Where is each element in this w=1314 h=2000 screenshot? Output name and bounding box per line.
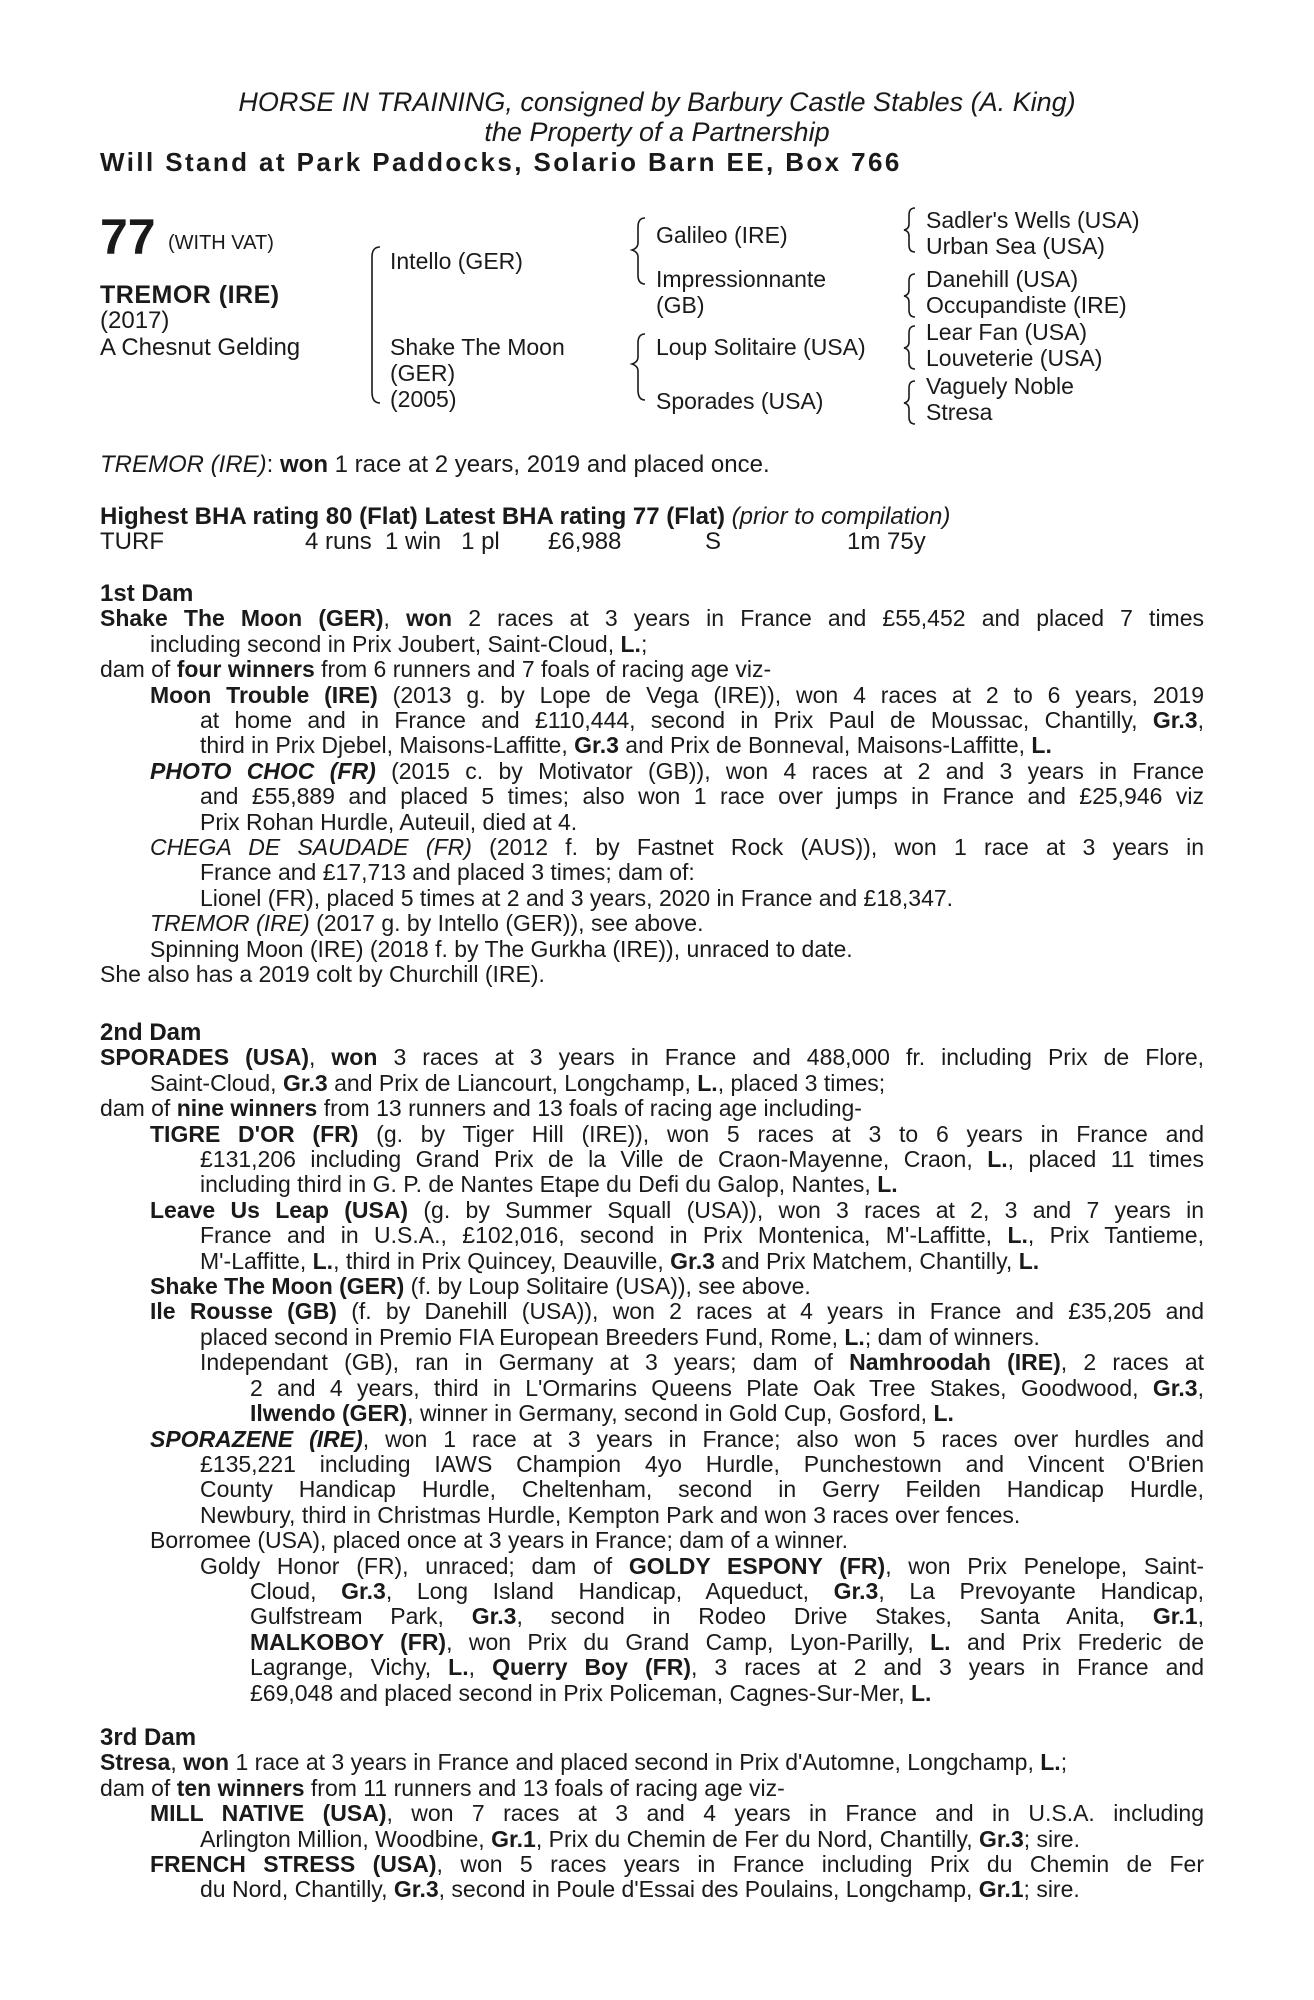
text-fragment: from 6 runners and 7 foals of racing age viz- [314, 656, 772, 683]
bold-text: Gr.3 [393, 1876, 439, 1903]
bold-text: L. [448, 1654, 469, 1681]
bold-text: Moon Trouble (IRE) [150, 681, 378, 708]
text-fragment: and Prix de Liancourt, Longchamp, [327, 1069, 698, 1096]
summary-text: 1 race at 2 years, 2019 and placed once. [328, 451, 770, 478]
bold-text: won [183, 1749, 230, 1776]
dam1-line [100, 962, 1204, 987]
text-fragment: County Handicap Hurdle, Cheltenham, second in Gerry Feilden Handicap Hurdle, [200, 1476, 1204, 1503]
text-fragment: (2017 g. by Intello (GER)), see above. [309, 910, 704, 937]
text-fragment: , won 1 race at 3 years in France; also won 5 races over hurdles and [362, 1425, 1204, 1452]
text-fragment: including third in G. P. de Nantes Etape du Defi du Galop, Nantes, [200, 1171, 878, 1198]
dam1-line [100, 911, 1204, 936]
bracket-g3-2 [904, 274, 915, 317]
bold-text: L. [1018, 1247, 1040, 1274]
dam2-line [100, 1452, 1204, 1477]
bold-text: nine winners [176, 1095, 318, 1122]
dam2-line [100, 1630, 1204, 1655]
text-fragment: Independant (GB), ran in Germany at 3 years; dam of [200, 1349, 850, 1376]
dam1-line [100, 733, 1204, 758]
ratings-text: Highest BHA rating 80 (Flat) Latest BHA rating 77 (Flat) [100, 503, 725, 530]
race-summary [100, 452, 770, 478]
text-fragment: (f. by Loup Solitaire (USA)), see above. [404, 1273, 811, 1300]
text-fragment: (2012 f. by Fastnet Rock (AUS)), won 1 race at 3 years in [471, 834, 1204, 861]
text-fragment: (2015 c. by Motivator (GB)), won 4 races at 2 and 3 years in France [375, 757, 1204, 784]
text-fragment: , second in Rodeo Drive Stakes, Santa Anita, [516, 1603, 1153, 1630]
dam2-line [100, 1554, 1204, 1579]
bold-text: won [406, 605, 453, 632]
bha-ratings [100, 503, 950, 531]
text-fragment: and Prix de Bonneval, Maisons-Laffitte, [618, 732, 1032, 759]
dam2-line [100, 1604, 1204, 1629]
text-fragment: and £55,889 and placed 5 times; also won 1 race over jumps in France and £25,946 viz [200, 783, 1204, 810]
catalogue-header-line1: HORSE IN TRAINING, consigned by Barbury Castle Stables (A. King) [238, 87, 1076, 117]
text-fragment: 2 races at 3 years in France and £55,452 and placed 7 times [452, 605, 1205, 632]
dam2-line [100, 1223, 1204, 1248]
dam1-line [100, 632, 1204, 657]
dam1-line [100, 860, 1204, 885]
text-fragment: Borromee (USA), placed once at 3 years in France; dam of a winner. [150, 1527, 848, 1554]
text-fragment: , [1197, 1374, 1204, 1401]
bold-text: Gr.3 [670, 1247, 715, 1274]
bracket-sire [632, 218, 645, 284]
text-fragment: £69,048 and placed second in Prix Policeman, Cagnes-Sur-Mer, [250, 1679, 911, 1706]
venue-line: Will Stand at Park Paddocks, Solario Barn EE, Box 766 [100, 147, 902, 177]
bold-text: L. [1007, 1222, 1028, 1249]
dam2-line [100, 1325, 1204, 1350]
bracket-g3-4 [904, 381, 915, 424]
text-fragment: Lagrange, Vichy, [250, 1654, 449, 1681]
text-fragment: , second in Poule d'Essai des Poulains, Longchamp, [438, 1876, 979, 1903]
text-fragment: Lionel (FR), placed 5 times at 2 and 3 years, 2020 in France and £18,347. [200, 884, 954, 911]
text-fragment: 2 and 4 years, third in L'Ormarins Queens Plate Oak Tree Stakes, Goodwood, [250, 1374, 1153, 1401]
dam2-line [100, 1249, 1204, 1274]
bold-text: Gr.3 [574, 732, 619, 759]
text-fragment: (g. by Summer Squall (USA)), won 3 races at 2, 3 and 7 years in [408, 1196, 1204, 1223]
dam1-line [100, 810, 1204, 835]
pedigree-g3-2: Urban Sea (USA) [926, 233, 1105, 259]
dam2-line [100, 1147, 1204, 1172]
text-fragment: , won Prix Penelope, Saint- [885, 1552, 1204, 1579]
first-dam-heading: 1st Dam [100, 580, 194, 607]
dam2-line [100, 1681, 1204, 1706]
dam2-line [100, 1579, 1204, 1604]
dam1-line [100, 759, 1204, 784]
text-fragment: Newbury, third in Christmas Hurdle, Kempton Park and won 3 races over fences. [200, 1501, 1021, 1528]
text-fragment: dam of [100, 1095, 177, 1122]
record-runs: 4 runs 1 win 1 pl [305, 528, 500, 555]
text-fragment: ; dam of winners. [864, 1323, 1040, 1350]
pedigree-dam-1: Shake The Moon [390, 334, 565, 360]
text-fragment: , Prix Tantieme, [1027, 1222, 1204, 1249]
dam1-line [100, 886, 1204, 911]
text-fragment: She also has a 2019 colt by Churchill (IRE). [100, 961, 545, 988]
bold-text: L. [933, 1400, 954, 1427]
dam2-line [100, 1427, 1204, 1452]
bold-text: L. [620, 630, 641, 657]
text-fragment: , third in Prix Quincey, Deauville, [333, 1247, 671, 1274]
text-fragment: TREMOR (IRE) [150, 910, 310, 937]
text-fragment: Gulfstream Park, [250, 1603, 472, 1630]
text-fragment: (g. by Tiger Hill (IRE)), won 5 races at 3 to 6 years in France and [358, 1120, 1204, 1147]
third-dam-section [100, 1725, 1204, 1903]
text-fragment: CHEGA DE SAUDADE (FR) [150, 834, 472, 861]
bold-text: Namhroodah (IRE) [849, 1349, 1061, 1376]
text-fragment: £135,221 including IAWS Champion 4yo Hurdle, Punchestown and Vincent O'Brien [200, 1450, 1204, 1477]
bold-text: ten winners [176, 1774, 305, 1801]
bold-text: Gr.1 [978, 1876, 1024, 1903]
bold-text: Querry Boy (FR) [492, 1654, 691, 1681]
text-fragment: , won Prix du Grand Camp, Lyon-Parilly, [446, 1628, 931, 1655]
bold-text: SPORAZENE (IRE) [150, 1425, 363, 1452]
bold-text: Gr.3 [471, 1603, 517, 1630]
horse-name: TREMOR (IRE) [100, 281, 280, 309]
dam2-line [100, 1198, 1204, 1223]
text-fragment: , 3 races at 2 and 3 years in France and [690, 1654, 1204, 1681]
dam2-line [100, 1376, 1204, 1401]
lot-number: 77 [100, 209, 156, 265]
summary-name: TREMOR (IRE) [100, 451, 267, 478]
pedigree-sire-sire: Galileo (IRE) [656, 222, 788, 248]
text-fragment: Arlington Million, Woodbine, [200, 1825, 492, 1852]
text-fragment: , [1197, 1603, 1204, 1630]
text-fragment: , Long Island Handicap, Aqueduct, [385, 1577, 834, 1604]
text-fragment: Cloud, [250, 1577, 342, 1604]
text-fragment: dam of [100, 656, 177, 683]
bold-text: L. [697, 1069, 718, 1096]
dam2-line [100, 1503, 1204, 1528]
text-fragment: third in Prix Djebel, Maisons-Laffitte, [200, 732, 575, 759]
bracket-g3-3 [904, 326, 915, 369]
vat-note: (WITH VAT) [168, 232, 274, 254]
bold-text: PHOTO CHOC (FR) [150, 757, 376, 784]
bold-text: L. [987, 1146, 1008, 1173]
text-fragment: ; sire. [1023, 1825, 1080, 1852]
dam2-line [100, 1528, 1204, 1553]
text-fragment: and Prix Matchem, Chantilly, [714, 1247, 1019, 1274]
pedigree-g3-1: Sadler's Wells (USA) [926, 207, 1140, 233]
dam3-line [100, 1750, 1204, 1775]
bold-text: L. [930, 1628, 951, 1655]
first-dam-section [100, 581, 1204, 988]
text-fragment: , won 5 races years in France including Prix du Chemin de Fer [436, 1851, 1205, 1878]
ratings-note: (prior to compilation) [731, 503, 951, 530]
dam1-line [100, 657, 1204, 682]
pedigree-dam-dam: Sporades (USA) [656, 388, 824, 414]
dam1-line [100, 835, 1204, 860]
dam2-line [100, 1172, 1204, 1197]
record-going: S [705, 528, 722, 555]
dam2-line [100, 1655, 1204, 1680]
bracket-first-gen [372, 247, 380, 403]
bold-text: Stresa [100, 1749, 171, 1776]
text-fragment: , won 7 races at 3 and 4 years in France and in U.S.A. including [386, 1800, 1204, 1827]
pedigree-dam-2: (GER) [390, 360, 456, 386]
text-fragment: France and in U.S.A., £102,016, second in Prix Montenica, M'-Laffitte, [200, 1222, 1008, 1249]
bold-text: L. [910, 1679, 932, 1706]
text-fragment: ; [640, 630, 648, 657]
pedigree-sire-dam-2: (GB) [656, 292, 705, 318]
bold-text: MILL NATIVE (USA) [150, 1800, 387, 1827]
pedigree-sire-dam-1: Impressionnante [656, 266, 827, 292]
dam2-line [100, 1096, 1204, 1121]
text-fragment: France and £17,713 and placed 3 times; dam of: [200, 859, 695, 886]
bracket-dam [632, 334, 645, 400]
bold-text: Gr.3 [1152, 1374, 1198, 1401]
dam1-line [100, 784, 1204, 809]
bold-text: Ilwendo (GER) [250, 1400, 408, 1427]
text-fragment: , La Prevoyante Handicap, [878, 1577, 1205, 1604]
dam2-line [100, 1350, 1204, 1375]
bold-text: Leave Us Leap (USA) [150, 1196, 409, 1223]
bold-text: won [331, 1044, 378, 1071]
pedigree-g3-5: Lear Fan (USA) [926, 319, 1088, 345]
record-distance: 1m 75y [847, 528, 926, 555]
text-fragment: Saint-Cloud, [150, 1069, 283, 1096]
text-fragment: , [170, 1749, 184, 1776]
text-fragment: Goldy Honor (FR), unraced; dam of [200, 1552, 629, 1579]
bold-text: FRENCH STRESS (USA) [150, 1851, 437, 1878]
dam3-line [100, 1776, 1204, 1801]
dam1-line [100, 937, 1204, 962]
pedigree-dam-3: (2005) [390, 386, 457, 412]
dam3-line [100, 1877, 1204, 1902]
text-fragment: 3 races at 3 years in France and 488,000 fr. including Prix de Flore, [377, 1044, 1205, 1071]
text-fragment: , placed 11 times [1007, 1146, 1204, 1173]
third-dam-heading: 3rd Dam [100, 1724, 197, 1751]
record-surface: TURF [100, 528, 164, 555]
bold-text: four winners [176, 656, 315, 683]
bold-text: Gr.1 [1152, 1603, 1198, 1630]
horse-description: A Chesnut Gelding [100, 334, 301, 361]
text-fragment: (2013 g. by Lope de Vega (IRE)), won 4 races at 2 to 6 years, 2019 [377, 681, 1204, 708]
text-fragment: , 2 races at [1060, 1349, 1204, 1376]
horse-year: (2017) [100, 307, 170, 334]
bold-text: Gr.3 [341, 1577, 386, 1604]
text-fragment: , placed 3 times; [717, 1069, 886, 1096]
text-fragment: placed second in Premio FIA European Breeders Fund, Rome, [200, 1323, 845, 1350]
dam2-line [100, 1274, 1204, 1299]
bracket-g3-1 [904, 208, 915, 252]
bold-text: SPORADES (USA) [100, 1044, 309, 1071]
text-fragment: , Prix du Chemin de Fer du Nord, Chantilly, [535, 1825, 979, 1852]
pedigree-g3-6: Louveterie (USA) [926, 345, 1103, 371]
text-fragment: M'-Laffitte, [200, 1247, 313, 1274]
text-fragment: , winner in Germany, second in Gold Cup, Gosford, [407, 1400, 934, 1427]
dam2-line [100, 1299, 1204, 1324]
text-fragment: and Prix Frederic de [950, 1628, 1204, 1655]
pedigree-g3-8: Stresa [926, 399, 993, 425]
bold-text: Gr.3 [1152, 707, 1198, 734]
bold-text: L. [312, 1247, 334, 1274]
second-dam-section [100, 1020, 1204, 1706]
dam2-line [100, 1045, 1204, 1070]
dam1-line [100, 708, 1204, 733]
summary-sep: : [266, 451, 280, 478]
text-fragment: dam of [100, 1774, 177, 1801]
text-fragment: Prix Rohan Hurdle, Auteuil, died at 4. [200, 808, 578, 835]
text-fragment: , [1197, 707, 1204, 734]
text-fragment: , [383, 605, 407, 632]
dam2-line [100, 1401, 1204, 1426]
pedigree-dam-sire: Loup Solitaire (USA) [656, 334, 866, 360]
text-fragment: £131,206 including Grand Prix de la Ville de Craon-Mayenne, Craon, [200, 1146, 988, 1173]
text-fragment: including second in Prix Joubert, Saint-Cloud, [150, 630, 621, 657]
dam3-line [100, 1852, 1204, 1877]
pedigree-sire: Intello (GER) [390, 248, 523, 274]
bold-text: MALKOBOY (FR) [250, 1628, 447, 1655]
bold-text: Shake The Moon (GER) [150, 1273, 405, 1300]
bold-text: L. [877, 1171, 898, 1198]
bold-text: Gr.3 [282, 1069, 328, 1096]
dam3-line [100, 1801, 1204, 1826]
dam3-line [100, 1827, 1204, 1852]
bold-text: L. [844, 1323, 865, 1350]
text-fragment: ; sire. [1023, 1876, 1080, 1903]
second-dam-heading: 2nd Dam [100, 1019, 202, 1046]
text-fragment: (f. by Danehill (USA)), won 2 races at 4 years in France and £35,205 and [336, 1298, 1204, 1325]
bold-text: Shake The Moon (GER) [100, 605, 384, 632]
text-fragment: Spinning Moon (IRE) (2018 f. by The Gurkha (IRE)), unraced to date. [150, 935, 853, 962]
summary-won: won [280, 451, 328, 478]
text-fragment: at home and in France and £110,444, second in Prix Paul de Moussac, Chantilly, [200, 707, 1153, 734]
text-fragment: 1 race at 3 years in France and placed second in Prix d'Automne, Longchamp, [229, 1749, 1041, 1776]
bold-text: Ile Rousse (GB) [150, 1298, 337, 1325]
pedigree-g3-4: Occupandiste (IRE) [926, 292, 1127, 318]
bold-text: TIGRE D'OR (FR) [150, 1120, 359, 1147]
dam2-line [100, 1477, 1204, 1502]
bold-text: L. [1040, 1749, 1061, 1776]
dam1-line [100, 683, 1204, 708]
record-prize: £6,988 [548, 528, 622, 555]
pedigree-g3-3: Danehill (USA) [926, 266, 1079, 292]
dam2-line [100, 1071, 1204, 1096]
bold-text: GOLDY ESPONY (FR) [628, 1552, 886, 1579]
bold-text: Gr.1 [491, 1825, 536, 1852]
text-fragment: du Nord, Chantilly, [200, 1876, 394, 1903]
bold-text: L. [1031, 732, 1052, 759]
text-fragment: from 11 runners and 13 foals of racing age viz- [304, 1774, 785, 1801]
text-fragment: , [468, 1654, 493, 1681]
bold-text: Gr.3 [833, 1577, 879, 1604]
bold-text: Gr.3 [978, 1825, 1024, 1852]
dam1-line [100, 606, 1204, 631]
catalogue-header-line2: the Property of a Partnership [484, 117, 830, 147]
text-fragment: from 13 runners and 13 foals of racing age including- [317, 1095, 862, 1122]
pedigree-g3-7: Vaguely Noble [926, 373, 1074, 399]
text-fragment: , [309, 1044, 332, 1071]
text-fragment: ; [1060, 1749, 1068, 1776]
dam2-line [100, 1122, 1204, 1147]
